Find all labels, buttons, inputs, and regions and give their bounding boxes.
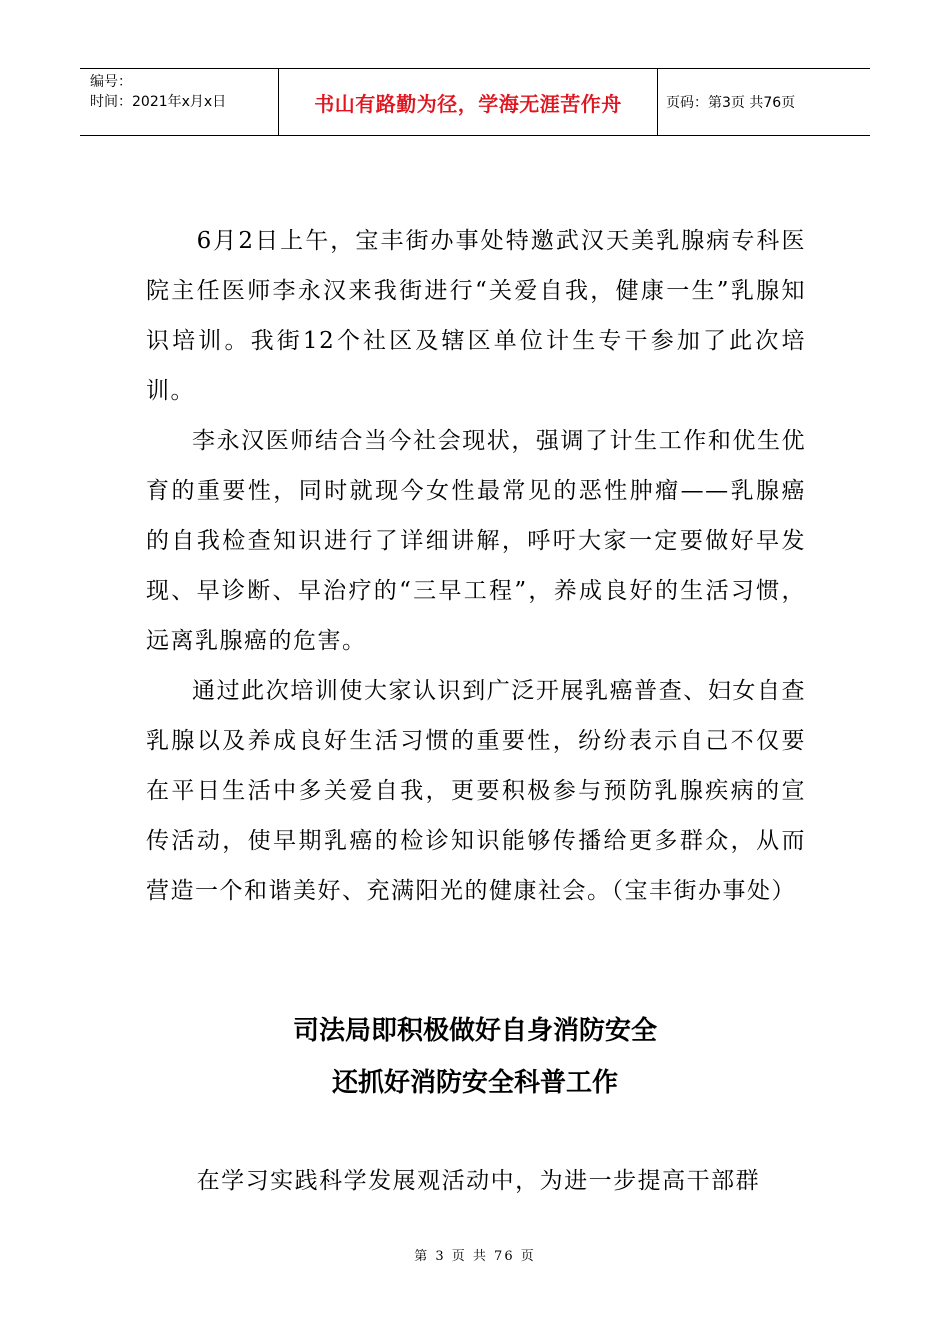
article-title-line-1: 司法局即积极做好自身消防安全 — [292, 1016, 657, 1046]
article-first-line: 在学习实践科学发展观活动中，为进一步提高干部群 — [196, 1168, 761, 1194]
header-motto: 书山有路勤为径，学海无涯苦作舟 — [314, 91, 622, 116]
body-paragraph-1: 6月2日上午，宝丰街办事处特邀武汉天美乳腺病专科医院主任医师李永汉来我街进行“关爱自我，健康一生”乳腺知识培训。我街12个社区及辖区单位计生专干参加了此次培训。 — [146, 228, 806, 404]
body-paragraph-2: 李永汉医师结合当今社会现状，强调了计生工作和优生优育的重要性，同时就现今女性最常见的恶性肿瘤——乳腺癌的自我检查知识进行了详细讲解，呼吁大家一定要做好早发现、早诊断、早治疗的“三早工程”，养成良好的生活习惯，远离乳腺癌的危害。 — [146, 428, 806, 654]
header-page-code: 页码：第3页 共76页 — [666, 95, 796, 111]
article-title — [80, 1005, 870, 1109]
header-page-code-cell — [658, 69, 870, 135]
document-time-label: 时间：2021年x月x日 — [90, 94, 227, 110]
page-footer: 第 3 页 共 76 页 — [414, 1249, 536, 1264]
body-paragraph-3: 通过此次培训使大家认识到广泛开展乳癌普查、妇女自查乳腺以及养成良好生活习惯的重要性，纷纷表示自己不仅要在平日生活中多关爱自我，更要积极参与预防乳腺疾病的宣传活动，使早期乳癌的检诊知识能够传播给更多群众，从而营造一个和谐美好、充满阳光的健康社会。（宝丰街办事处） — [146, 678, 806, 904]
page-header — [80, 68, 870, 136]
header-meta — [80, 69, 279, 135]
document-number-label: 编号： — [90, 74, 132, 90]
header-motto-cell — [279, 69, 658, 135]
article-body — [146, 216, 806, 916]
article-title-line-2: 还抓好消防安全科普工作 — [331, 1068, 618, 1098]
